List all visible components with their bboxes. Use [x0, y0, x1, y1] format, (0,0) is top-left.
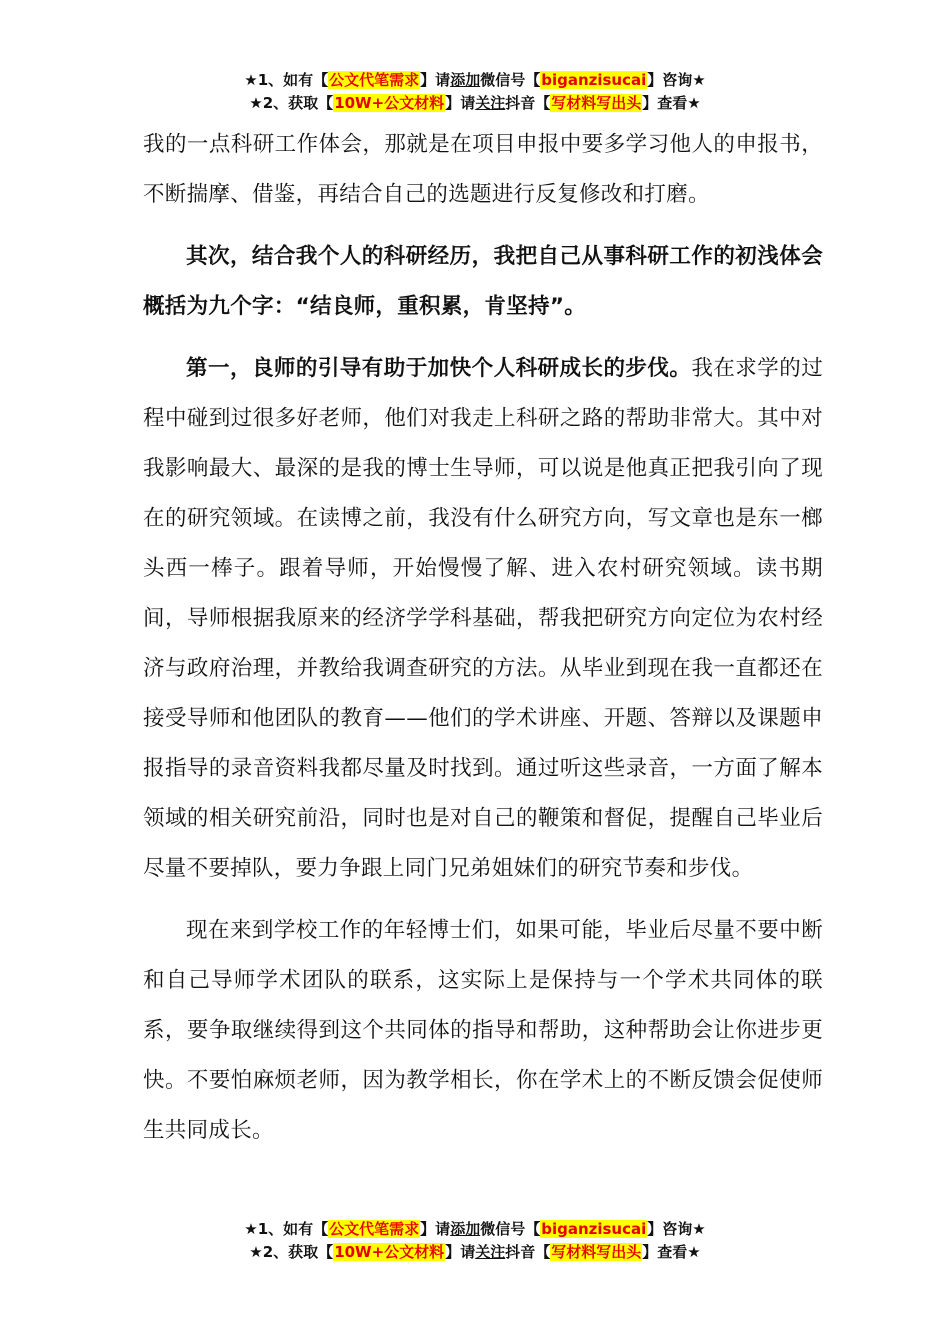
banner-text: 】请: [445, 1243, 476, 1261]
paragraph-1: 我的一点科研工作体会，那就是在项目申报中要多学习他人的申报书，不断揣摩、借鉴，再结合自己的选题进行反复修改和打磨。: [143, 132, 823, 207]
banner-text: 】请: [420, 71, 451, 89]
paragraph-3-body: 我在求学的过程中碰到过很多好老师，他们对我走上科研之路的帮助非常大。其中对我影响最大、最深的是我的博士生导师，可以说是他真正把我引向了现在的研究领域。在读博之前，我没有什么研究方向，写文章也是东一榔头西一棒子。跟着导师，开始慢慢了解、进入农村研究领域。读书期间，导师根据我原来的经济学学科基础，帮我把研究方向定位为农村经济与政府治理，并教给我调查研究的方法。从毕业到现在我一直都还在接受导师和他团队的教育——他们的学术讲座、开题、答辩以及课题申报指导的录音资料我都尽量及时找到。通过听这些录音，一方面了解本领域的相关研究前沿，同时也是对自己的鞭策和督促，提醒自己毕业后尽量不要掉队，要力争跟上同门兄弟姐妹们的研究节奏和步伐。: [143, 356, 823, 881]
banner-text: 】请: [445, 94, 476, 112]
banner-text: 抖音【: [505, 94, 551, 112]
banner-underline: 添加: [450, 71, 481, 89]
banner-line-2: [0, 1241, 950, 1264]
banner-text: 】咨询★: [647, 71, 706, 89]
banner-highlight: 写材料写出头: [551, 94, 642, 112]
banner-underline: 关注: [475, 94, 506, 112]
banner-highlight: 公文代笔需求: [329, 71, 420, 89]
footer-banner: [0, 1218, 950, 1264]
banner-line-1: [0, 69, 950, 92]
banner-line-2: [0, 92, 950, 115]
paragraph-3-lead: 第一，良师的引导有助于加快个人科研成长的步伐。: [186, 356, 692, 381]
banner-text: ★2、获取【: [249, 94, 334, 112]
header-banner: [0, 69, 950, 115]
paragraph-2: 其次，结合我个人的科研经历，我把自己从事科研工作的初浅体会概括为九个字：“结良师，重积累，肯坚持”。: [143, 244, 823, 319]
banner-text: ★1、如有【: [244, 71, 329, 89]
banner-highlight: 10W+公文材料: [334, 1243, 445, 1261]
document-body: [143, 120, 823, 1168]
paragraph-3: [143, 344, 823, 894]
banner-text: 】查看★: [642, 94, 701, 112]
banner-highlight: 公文代笔需求: [329, 1220, 420, 1238]
banner-highlight: 10W+公文材料: [334, 94, 445, 112]
banner-text: 】咨询★: [647, 1220, 706, 1238]
paragraph-4: 现在来到学校工作的年轻博士们，如果可能，毕业后尽量不要中断和自己导师学术团队的联系，这实际上是保持与一个学术共同体的联系，要争取继续得到这个共同体的指导和帮助，这种帮助会让你进步更快。不要怕麻烦老师，因为教学相长，你在学术上的不断反馈会促使师生共同成长。: [143, 918, 823, 1143]
banner-underline: 关注: [475, 1243, 506, 1261]
banner-text: 】请: [420, 1220, 451, 1238]
banner-underline: 添加: [450, 1220, 481, 1238]
banner-text: 微信号【: [480, 1220, 541, 1238]
banner-text: ★1、如有【: [244, 1220, 329, 1238]
banner-text: ★2、获取【: [249, 1243, 334, 1261]
banner-highlight: biganzisucai: [541, 1220, 647, 1238]
banner-text: 抖音【: [505, 1243, 551, 1261]
banner-line-1: [0, 1218, 950, 1241]
banner-highlight: 写材料写出头: [551, 1243, 642, 1261]
banner-highlight: biganzisucai: [541, 71, 647, 89]
banner-text: 】查看★: [642, 1243, 701, 1261]
banner-text: 微信号【: [480, 71, 541, 89]
